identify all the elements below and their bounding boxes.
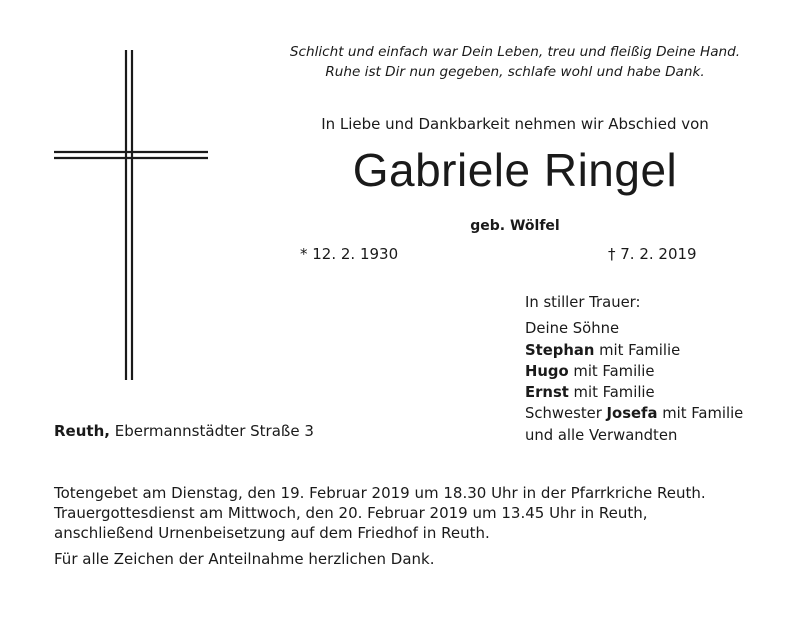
service-details: [54, 483, 706, 543]
deceased-name: Gabriele Ringel: [352, 144, 678, 196]
mourner-row: [525, 382, 743, 403]
death-date: † 7. 2. 2019: [608, 245, 697, 263]
service-line-1: Totengebet am Dienstag, den 19. Februar 2019 um 18.30 Uhr in der Pfarrkriche Reuth.: [54, 484, 706, 502]
thanks-text: Für alle Zeichen der Anteilnahme herzlichen Dank.: [54, 550, 435, 568]
mourners-sons: Deine Söhne: [525, 320, 620, 338]
family-suffix: mit Familie: [573, 362, 655, 380]
motto-line-2: Ruhe ist Dir nun gegeben, schlafe wohl und habe Dank.: [325, 64, 705, 80]
family-suffix: mit Familie: [573, 384, 655, 402]
maiden-name: geb. Wölfel: [470, 218, 560, 234]
birth-date: * 12. 2. 1930: [300, 245, 399, 263]
family-suffix: mit Familie: [599, 341, 681, 359]
service-line-3: anschließend Urnenbeisetzung auf dem Friedhof in Reuth.: [54, 524, 490, 542]
motto-line-1: Schlicht und einfach war Dein Leben, treu und fleißig Deine Hand.: [289, 44, 741, 60]
mourner-name: Ernst: [525, 384, 569, 402]
mourners-relatives: und alle Verwandten: [525, 426, 678, 444]
mourners-list: [525, 292, 743, 446]
mourners-heading: In stiller Trauer:: [525, 294, 641, 311]
mourner-row: [525, 403, 743, 424]
address-town: Reuth,: [54, 422, 110, 440]
motto-verse: [272, 42, 758, 82]
mourner-name: Josefa: [606, 405, 658, 423]
mourner-name: Stephan: [525, 341, 595, 359]
mourner-row: [525, 340, 743, 361]
cross-icon: [54, 50, 208, 380]
mourner-row: [525, 361, 743, 382]
family-suffix: mit Familie: [662, 405, 744, 423]
intro-text: In Liebe und Dankbarkeit nehmen wir Abschied von: [321, 115, 709, 133]
service-line-2: Trauergottesdienst am Mittwoch, den 20. Februar 2019 um 13.45 Uhr in Reuth,: [54, 504, 648, 522]
address: [54, 422, 314, 440]
mourner-name: Hugo: [525, 362, 569, 380]
address-street: Ebermannstädter Straße 3: [114, 422, 314, 440]
sister-prefix: Schwester: [525, 405, 602, 423]
